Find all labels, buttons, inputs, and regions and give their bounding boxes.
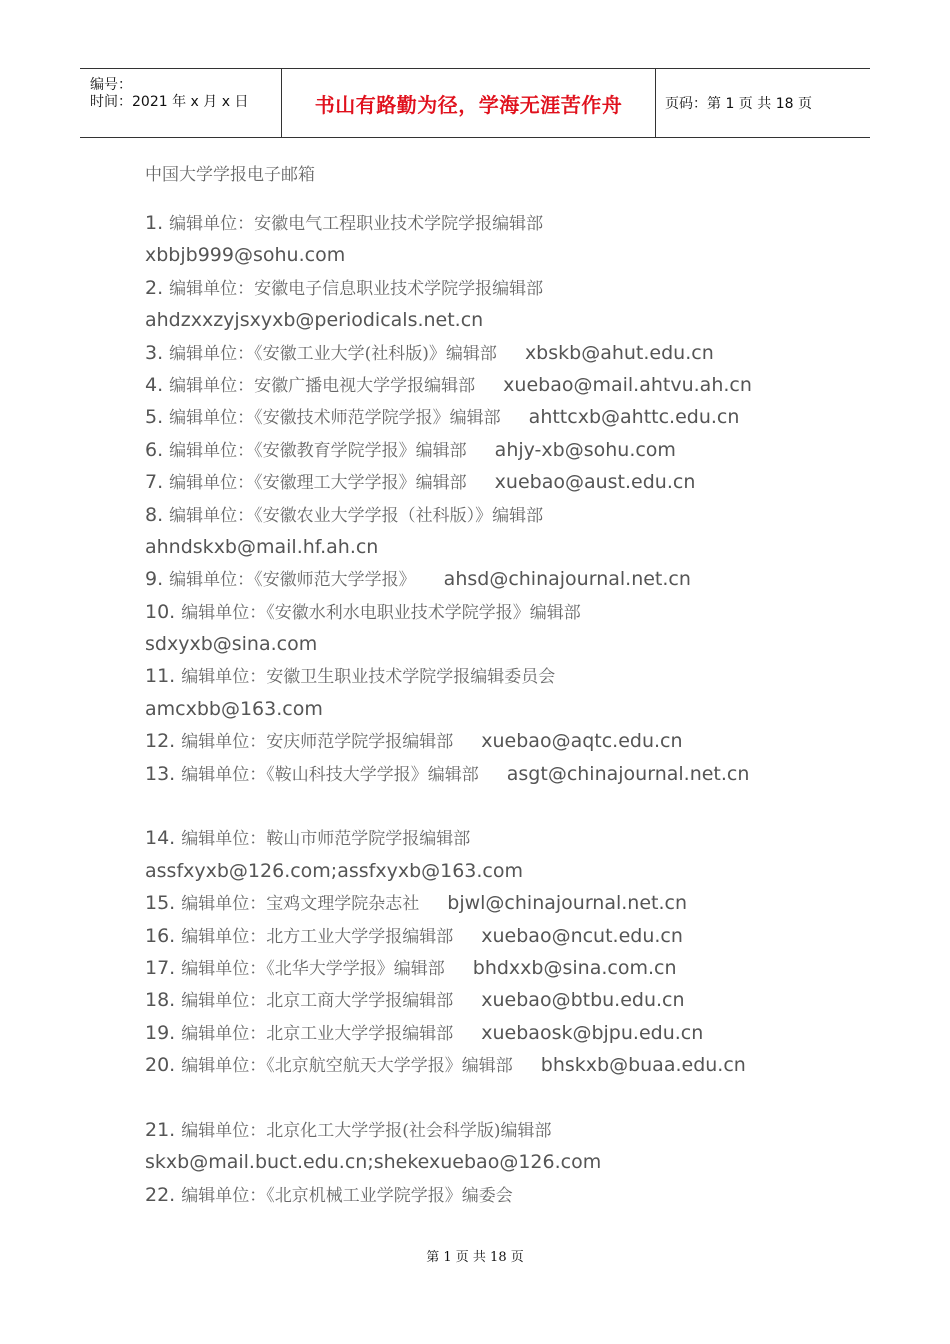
entry-unit: 北方工业大学学报编辑部 xyxy=(266,926,454,947)
list-item xyxy=(145,563,865,595)
list-item xyxy=(145,499,865,531)
entry-label: 编辑单位： xyxy=(169,278,255,299)
list-item xyxy=(145,984,865,1016)
entry-number: 22. xyxy=(145,1183,182,1206)
blank-line xyxy=(145,790,865,822)
entry-unit: 北京化工大学学报(社会科学版)编辑部 xyxy=(266,1120,552,1141)
entry-label: 编辑单位： xyxy=(181,958,267,979)
entry-number: 7. xyxy=(145,471,170,494)
entry-label: 编辑单位： xyxy=(181,1120,267,1141)
entry-label: 编辑单位： xyxy=(169,473,255,494)
time-label: 时间：2021 年 x 月 x 日 xyxy=(90,94,249,110)
entry-email: ahjy-xb@sohu.com xyxy=(494,438,676,461)
page-header xyxy=(80,68,870,138)
entry-label: 编辑单位： xyxy=(181,1023,267,1044)
entry-unit: 《安徽理工大学学报》编辑部 xyxy=(254,473,467,494)
entry-number: 1. xyxy=(145,212,170,234)
list-item xyxy=(145,822,865,854)
entry-number: 6. xyxy=(145,438,170,461)
entry-email: sdxyxb@sina.com xyxy=(145,633,318,656)
entry-email: skxb@mail.buct.edu.cn;shekexuebao@126.com xyxy=(145,1151,602,1174)
entry-label: 编辑单位： xyxy=(169,440,255,461)
entry-label: 编辑单位： xyxy=(181,894,267,915)
entry-label: 编辑单位： xyxy=(169,505,255,526)
entry-unit: 《安徽工业大学(社科版)》编辑部 xyxy=(254,343,497,364)
list-item xyxy=(145,207,865,239)
entry-email: assfxyxb@126.com;assfxyxb@163.com xyxy=(145,859,524,882)
entry-label: 编辑单位： xyxy=(169,343,255,364)
entry-number: 21. xyxy=(145,1118,182,1141)
header-meta-cell xyxy=(80,69,280,137)
entry-unit: 北京工业大学学报编辑部 xyxy=(266,1023,454,1044)
page-info: 页码：第 1 页 共 18 页 xyxy=(665,96,812,112)
entry-label: 编辑单位： xyxy=(181,732,267,753)
entry-number: 16. xyxy=(145,924,182,947)
entry-unit: 《安徽水利水电职业技术学院学报》编辑部 xyxy=(266,602,581,623)
entry-email: bhskxb@buaa.edu.cn xyxy=(540,1054,746,1077)
entry-number: 4. xyxy=(145,373,170,396)
entry-unit: 《鞍山科技大学学报》编辑部 xyxy=(266,764,479,785)
entry-number: 9. xyxy=(145,568,170,591)
list-item xyxy=(145,596,865,628)
entry-email: ahsd@chinajournal.net.cn xyxy=(443,568,691,591)
list-item xyxy=(145,1017,865,1049)
entry-email: ahttcxb@ahttc.edu.cn xyxy=(528,406,740,429)
entry-unit: 宝鸡文理学院杂志社 xyxy=(266,894,420,915)
entry-number: 14. xyxy=(145,827,182,850)
entry-unit: 《北华大学学报》编辑部 xyxy=(266,958,445,979)
document-title: 中国大学学报电子邮箱 xyxy=(145,165,315,185)
motto: 书山有路勤为径，学海无涯苦作舟 xyxy=(281,69,656,137)
entry-unit: 安徽电子信息职业技术学院学报编辑部 xyxy=(254,278,544,299)
entry-email: asgt@chinajournal.net.cn xyxy=(506,762,750,785)
entry-email: bjwl@chinajournal.net.cn xyxy=(447,892,688,915)
entry-email: xuebao@aqtc.edu.cn xyxy=(481,730,683,753)
entry-label: 编辑单位： xyxy=(181,667,267,688)
entry-number: 11. xyxy=(145,665,182,688)
entry-unit: 鞍山市师范学院学报编辑部 xyxy=(266,829,471,850)
entry-unit: 《安徽技术师范学院学报》编辑部 xyxy=(254,408,501,429)
list-item xyxy=(145,1179,865,1211)
list-item xyxy=(145,725,865,757)
entry-label: 编辑单位： xyxy=(181,829,267,850)
list-item xyxy=(145,369,865,401)
entry-email: xuebao@ncut.edu.cn xyxy=(481,924,683,947)
entry-email: xuebao@btbu.edu.cn xyxy=(481,989,685,1012)
entry-label: 编辑单位： xyxy=(169,570,255,591)
entry-email: ahndskxb@mail.hf.ah.cn xyxy=(145,535,379,558)
entry-unit: 安庆师范学院学报编辑部 xyxy=(266,732,454,753)
entry-email: xuebao@mail.ahtvu.ah.cn xyxy=(503,373,752,396)
entry-email: xbskb@ahut.edu.cn xyxy=(524,341,714,364)
entry-email: ahdzxxzyjsxyxb@periodicals.net.cn xyxy=(145,309,484,332)
entry-number: 20. xyxy=(145,1054,182,1077)
list-item xyxy=(145,887,865,919)
entry-number: 13. xyxy=(145,762,182,785)
entry-label: 编辑单位： xyxy=(169,408,255,429)
list-item xyxy=(145,272,865,304)
page-footer: 第 1 页 共 18 页 xyxy=(426,1250,524,1265)
entry-label: 编辑单位： xyxy=(181,1056,267,1077)
entry-label: 编辑单位： xyxy=(169,375,255,396)
entry-number: 5. xyxy=(145,406,170,429)
blank-line xyxy=(145,1082,865,1114)
entry-list xyxy=(145,207,865,1211)
entry-unit: 《北京航空航天大学学报》编辑部 xyxy=(266,1056,513,1077)
entry-number: 10. xyxy=(145,600,182,623)
entry-number: 17. xyxy=(145,956,182,979)
entry-number: 18. xyxy=(145,989,182,1012)
list-item xyxy=(145,401,865,433)
code-label: 编号： xyxy=(90,77,132,93)
list-item xyxy=(145,920,865,952)
list-item xyxy=(145,466,865,498)
list-item xyxy=(145,660,865,692)
entry-unit: 《安徽农业大学学报（社科版）》编辑部 xyxy=(254,505,544,526)
entry-email: xuebaosk@bjpu.edu.cn xyxy=(481,1021,704,1044)
list-item xyxy=(145,337,865,369)
list-item xyxy=(145,758,865,790)
entry-email: bhdxxb@sina.com.cn xyxy=(472,956,677,979)
entry-label: 编辑单位： xyxy=(181,1185,267,1206)
entry-unit: 安徽卫生职业技术学院学报编辑委员会 xyxy=(266,667,556,688)
list-item xyxy=(145,1114,865,1146)
list-item xyxy=(145,952,865,984)
entry-label: 编辑单位： xyxy=(169,214,255,234)
entry-label: 编辑单位： xyxy=(181,926,267,947)
entry-number: 8. xyxy=(145,503,170,526)
entry-number: 2. xyxy=(145,276,170,299)
entry-email: xbbjb999@sohu.com xyxy=(145,244,346,267)
entry-unit: 《安徽师范大学学报》 xyxy=(254,570,416,591)
entry-label: 编辑单位： xyxy=(181,602,267,623)
entry-unit: 《安徽教育学院学报》编辑部 xyxy=(254,440,467,461)
list-item xyxy=(145,1049,865,1081)
list-item xyxy=(145,434,865,466)
entry-unit: 安徽电气工程职业技术学院学报编辑部 xyxy=(254,214,544,234)
entry-number: 15. xyxy=(145,892,182,915)
entry-unit: 安徽广播电视大学学报编辑部 xyxy=(254,375,476,396)
entry-number: 3. xyxy=(145,341,170,364)
entry-label: 编辑单位： xyxy=(181,764,267,785)
entry-unit: 《北京机械工业学院学报》编委会 xyxy=(266,1185,513,1206)
entry-email: amcxbb@163.com xyxy=(145,697,323,720)
entry-label: 编辑单位： xyxy=(181,991,267,1012)
entry-number: 19. xyxy=(145,1021,182,1044)
entry-number: 12. xyxy=(145,730,182,753)
entry-email: xuebao@aust.edu.cn xyxy=(494,471,696,494)
entry-unit: 北京工商大学学报编辑部 xyxy=(266,991,454,1012)
